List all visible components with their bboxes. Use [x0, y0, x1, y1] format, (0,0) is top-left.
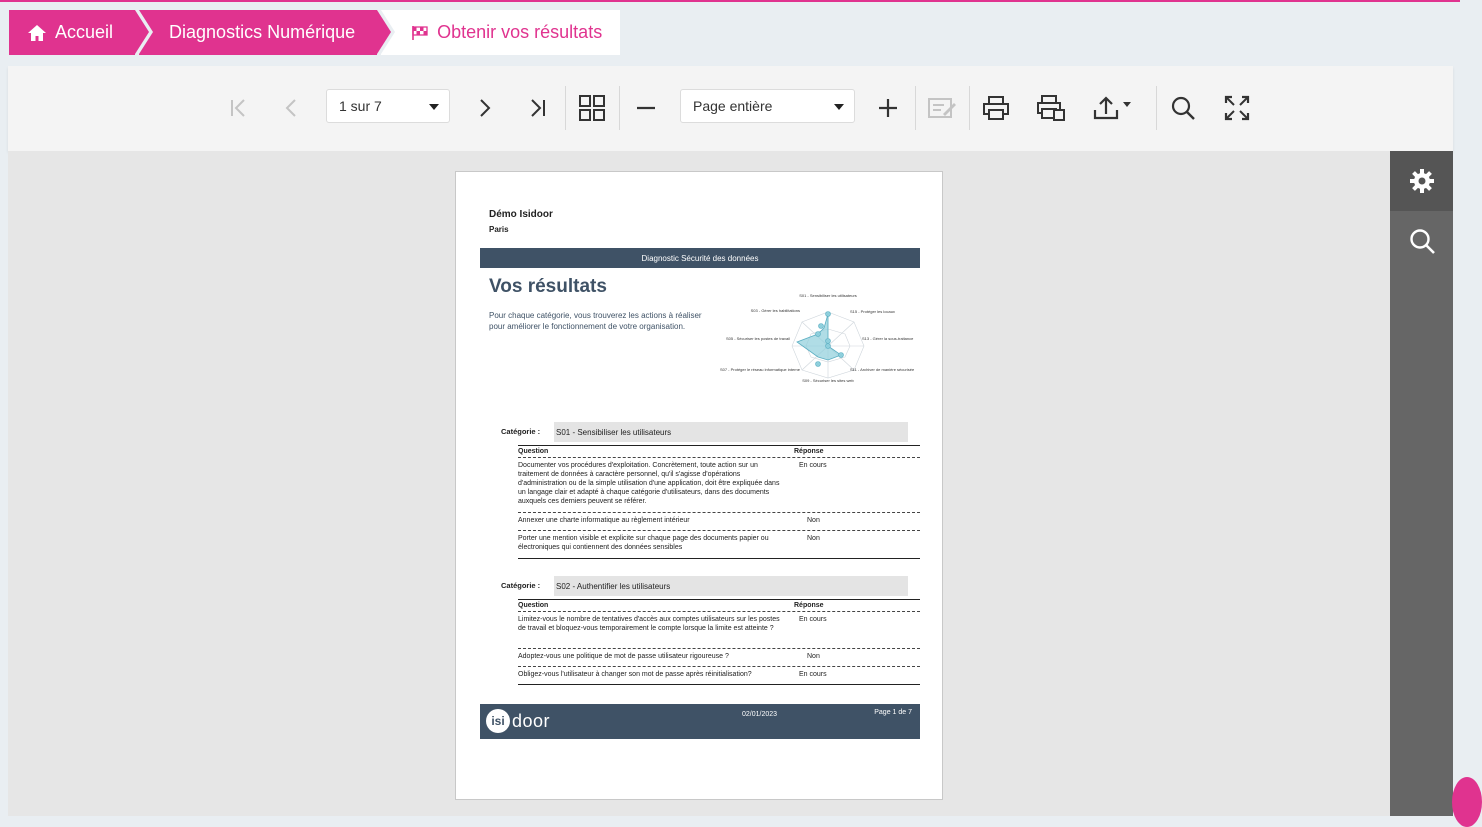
fullscreen-button[interactable]: [1219, 90, 1255, 126]
answer-text: Non: [807, 535, 820, 542]
grid-icon: [578, 94, 606, 122]
gear-icon: [1408, 167, 1436, 195]
table-row: [518, 666, 920, 684]
print-page-icon: [1036, 94, 1066, 122]
search-button[interactable]: [1165, 90, 1201, 126]
report-intro: Pour chaque catégorie, vous trouverez les actions à réaliser pour améliorer le fonctionnement de votre organisation.: [489, 311, 702, 331]
question-text: Limitez-vous le nombre de tentatives d'accès aux comptes utilisateurs sur les postes de travail et bloquez-vous temporairement le compte lorsque la limite est atteinte ?: [518, 616, 780, 632]
question-text: Porter une mention visible et explicite sur chaque page des documents papier ou électroniques qui contiennent des données sensibles: [518, 535, 769, 551]
last-page-button[interactable]: [520, 90, 556, 126]
logo-circle: isi: [486, 709, 510, 733]
page-select[interactable]: [326, 89, 450, 123]
isidoor-logo: [486, 709, 550, 733]
organisation-name: Démo Isidoor: [489, 209, 553, 220]
breadcrumb-section-label: Diagnostics Numérique: [169, 22, 356, 42]
question-text: Obligez-vous l'utilisateur à changer son mot de passe après réinitialisation?: [518, 671, 752, 678]
category-name: S01 - Sensibiliser les utilisateurs: [554, 422, 908, 442]
footer-date: 02/01/2023: [742, 711, 778, 718]
fullscreen-icon: [1224, 95, 1250, 121]
edit-fields-button[interactable]: [924, 90, 960, 126]
question-text: Documenter vos procédures d'exploitation. Concrètement, toute action sur un traitement de données à caractère personnel, qu'il s'agisse d'opérations d'administration ou de la simple utilisation d'une application, doit être expliquée dans un langage clair et adapté à chaque catégorie d'utilisateurs, dans des documents auxquels ces derniers peuvent se référer.: [518, 462, 780, 505]
table-row: [518, 530, 920, 558]
radar-label-s13: S13 - Gérer la sous-traitance: [862, 336, 914, 341]
home-icon: [27, 24, 47, 42]
question-table-header: [518, 599, 920, 611]
answer-text: Non: [807, 517, 820, 524]
question-text: Annexer une charte informatique au règlement intérieur: [518, 517, 690, 524]
side-panel: [1390, 151, 1453, 816]
category-label: Catégorie :: [501, 427, 541, 436]
settings-button[interactable]: [1390, 151, 1453, 211]
page-select-value: 1 sur 7: [339, 98, 382, 114]
upload-icon: [1091, 94, 1135, 122]
organisation-city: Paris: [489, 225, 509, 234]
printer-icon: [982, 95, 1010, 121]
next-page-button[interactable]: [466, 90, 502, 126]
plus-icon: [876, 96, 900, 120]
question-header: Question: [518, 602, 549, 609]
print-button[interactable]: [978, 90, 1014, 126]
breadcrumb-home[interactable]: [9, 10, 135, 55]
checkered-flag-icon: [411, 25, 429, 41]
report-banner: Diagnostic Sécurité des données: [480, 248, 920, 268]
export-button[interactable]: [1088, 90, 1138, 126]
report-page: [455, 171, 943, 800]
answer-text: Non: [807, 653, 820, 660]
question-table-header: [518, 445, 920, 457]
viewer-toolbar: [8, 66, 1453, 151]
table-row: [518, 457, 920, 512]
question-header: Question: [518, 448, 549, 455]
answer-header: Réponse: [794, 602, 824, 609]
help-bubble[interactable]: [1452, 777, 1482, 827]
edit-form-icon: [927, 95, 957, 121]
table-row: [518, 611, 920, 648]
radar-label-s15: S15 - Protéger les locaux: [850, 309, 895, 314]
radar-chart: [719, 290, 915, 392]
report-footer: [480, 704, 920, 739]
category-name: S02 - Authentifier les utilisateurs: [554, 576, 908, 596]
radar-label-s07: S07 - Protéger le réseau informatique interne: [719, 367, 800, 372]
last-page-icon: [527, 97, 549, 119]
answer-header: Réponse: [794, 448, 824, 455]
chevron-down-icon: [834, 104, 844, 110]
radar-label-s05: S05 - Sécuriser les postes de travail: [725, 336, 790, 341]
print-page-button[interactable]: [1033, 90, 1069, 126]
radar-label-s09: S09 - Sécuriser les sites web: [802, 378, 854, 383]
category-label: Catégorie :: [501, 581, 541, 590]
zoom-out-button[interactable]: [628, 90, 664, 126]
zoom-select-value: Page entière: [693, 98, 773, 114]
search-icon: [1408, 227, 1436, 255]
radar-label-s11: S11 - Archiver de manière sécurisée: [850, 367, 915, 372]
question-text: Adoptez-vous une politique de mot de passe utilisateur rigoureuse ?: [518, 653, 729, 660]
first-page-icon: [227, 97, 249, 119]
zoom-select[interactable]: [680, 89, 855, 123]
search-icon: [1170, 95, 1196, 121]
radar-label-s03: S03 - Gérer les habilitations: [750, 308, 800, 313]
chevron-left-icon: [281, 97, 303, 119]
zoom-in-button[interactable]: [870, 90, 906, 126]
answer-text: En cours: [799, 462, 827, 469]
first-page-button[interactable]: [220, 90, 256, 126]
logo-text: door: [512, 710, 551, 731]
answer-text: En cours: [799, 671, 827, 678]
breadcrumb-current-label: Obtenir vos résultats: [437, 22, 603, 42]
radar-label-s01: S01 - Sensibiliser les utilisateurs: [799, 293, 857, 298]
breadcrumb: [9, 10, 624, 55]
side-search-button[interactable]: [1390, 211, 1453, 271]
answer-text: En cours: [799, 616, 827, 623]
chevron-down-icon: [429, 104, 439, 110]
multi-page-button[interactable]: [574, 90, 610, 126]
previous-page-button[interactable]: [274, 90, 310, 126]
breadcrumb-home-label: Accueil: [55, 22, 114, 42]
breadcrumb-current: [381, 10, 620, 55]
table-row: [518, 648, 920, 666]
table-row: [518, 512, 920, 530]
minus-icon: [634, 96, 658, 120]
report-title: Vos résultats: [489, 276, 607, 297]
footer-page-number: Page 1 de 7: [874, 709, 912, 716]
breadcrumb-section[interactable]: [139, 10, 377, 55]
chevron-right-icon: [473, 97, 495, 119]
